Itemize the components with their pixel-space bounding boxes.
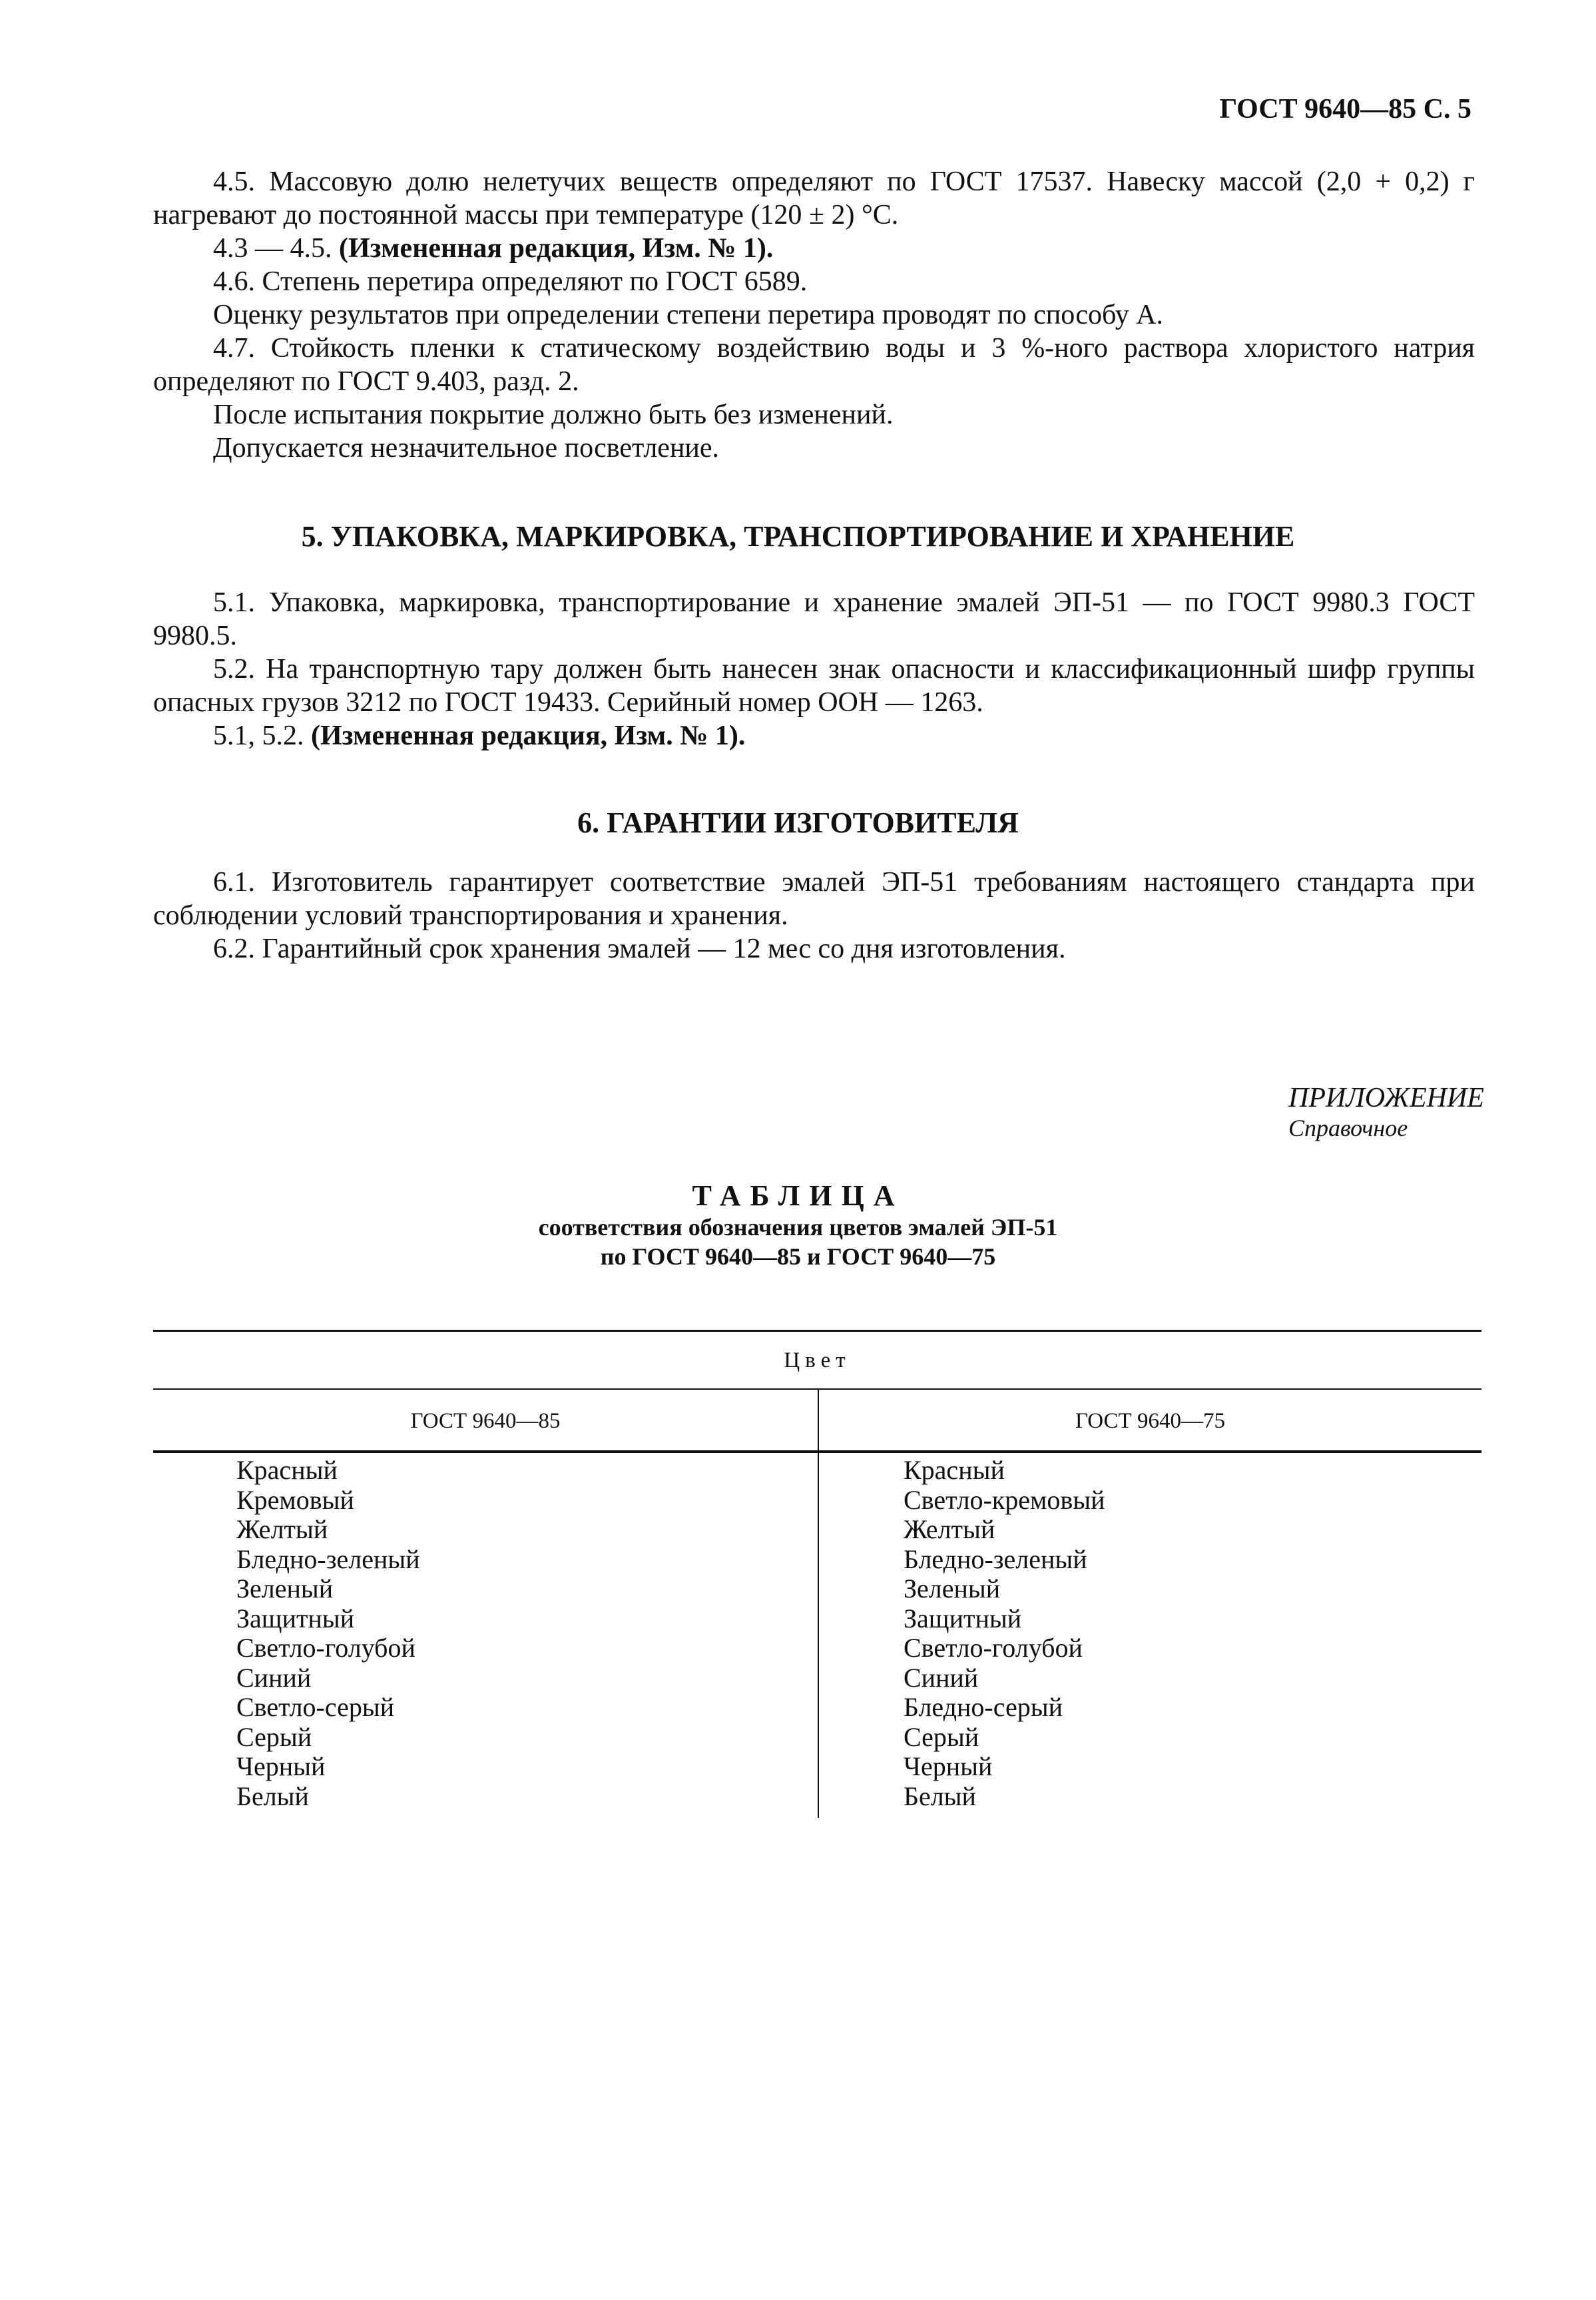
paragraph-4-5-text: 4.5. Массовую долю нелетучих веществ определяют по ГОСТ 17537. Навеску массой (2,0 + 0,2) г нагревают до постоянной массы при температуре (120 ± 2) °С. [153, 166, 1475, 230]
table-cell: Серый [904, 1721, 979, 1752]
section-5-title: 5. УПАКОВКА, МАРКИРОВКА, ТРАНСПОРТИРОВАНИЕ И ХРАНЕНИЕ [301, 520, 1295, 553]
paragraph-6-1-text: 6.1. Изготовитель гарантирует соответствие эмалей ЭП-51 требованиям настоящего стандарта при соблюдении условий транспортирования и хранения. [153, 867, 1475, 931]
table-cell: Желтый [236, 1514, 328, 1544]
table-cell: Светло-голубой [904, 1633, 1083, 1663]
table-cell: Синий [904, 1662, 979, 1693]
paragraph-5-amend-prefix: 5.1, 5.2. [213, 720, 304, 751]
paragraph-4-6-note: Оценку результатов при определении степени перетира проводят по способу А. [213, 300, 1164, 330]
paragraph-4-3-prefix: 4.3 — 4.5. [213, 233, 332, 264]
page-header: ГОСТ 9640—85 С. 5 [1219, 94, 1471, 125]
table-cell: Бледно-серый [904, 1692, 1063, 1722]
table-cell: Желтый [904, 1514, 995, 1544]
table-group-header: Цвет [784, 1348, 851, 1372]
table-cell: Светло-кремовый [904, 1484, 1105, 1515]
table-cell: Синий [236, 1662, 312, 1693]
table-subtitle-1: соответствия обозначения цветов эмалей ЭП-51 [538, 1214, 1058, 1241]
table-cell: Белый [904, 1781, 976, 1811]
paragraph-4-6: 4.6. Степень перетира определяют по ГОСТ 6589. [213, 266, 808, 297]
table-column-gost-9640-75 [904, 1456, 1105, 1811]
table-col1-header: ГОСТ 9640—85 [410, 1409, 561, 1433]
paragraph-4-5 [153, 165, 1475, 232]
table-col2-header: ГОСТ 9640—75 [1075, 1409, 1225, 1433]
table-cell: Кремовый [236, 1484, 354, 1515]
paragraph-4-3-amend [213, 232, 773, 265]
appendix-title: ПРИЛОЖЕНИЕ [1288, 1083, 1484, 1113]
table-cell: Бледно-зеленый [236, 1544, 420, 1574]
paragraph-4-7-note: Допускается незначительное посветление. [213, 433, 720, 463]
table-cell: Черный [236, 1751, 326, 1781]
table-cell: Светло-серый [236, 1692, 395, 1722]
table-subtitle-2: по ГОСТ 9640—85 и ГОСТ 9640—75 [600, 1243, 996, 1270]
table-cell: Светло-голубой [236, 1633, 415, 1663]
paragraph-4-7-result: После испытания покрытие должно быть без изменений. [213, 400, 894, 430]
table-cell: Серый [236, 1721, 312, 1752]
paragraph-5-1 [153, 586, 1475, 653]
table-cell: Красный [904, 1455, 1005, 1485]
paragraph-5-2 [153, 653, 1475, 719]
appendix-label [1288, 1082, 1484, 1142]
paragraph-5-amend-bold: (Измененная редакция, Изм. № 1). [311, 720, 746, 751]
table-cell: Защитный [236, 1603, 355, 1633]
table-cell: Красный [236, 1455, 338, 1485]
table-column-divider [818, 1388, 819, 1818]
paragraph-4-7 [153, 332, 1475, 398]
paragraph-4-7-text: 4.7. Стойкость пленки к статическому воздействию воды и 3 %-ного раствора хлористого натрия определяют по ГОСТ 9.403, разд. 2. [153, 333, 1475, 397]
table-top-rule [153, 1330, 1481, 1332]
table-column-gost-9640-85 [236, 1456, 420, 1811]
paragraph-5-2-text: 5.2. На транспортную тару должен быть нанесен знак опасности и классификационный шифр группы опасных грузов 3212 по ГОСТ 19433. Серийный номер ООН — 1263. [153, 654, 1475, 718]
table-cell: Черный [904, 1751, 993, 1781]
table-cell: Зеленый [904, 1574, 1001, 1603]
table-caption [0, 1179, 1596, 1271]
table-cell: Бледно-зеленый [904, 1544, 1087, 1574]
paragraph-4-3-bold: (Измененная редакция, Изм. № 1). [339, 233, 774, 264]
table-title: ТАБЛИЦА [692, 1179, 904, 1212]
section-6-title: 6. ГАРАНТИИ ИЗГОТОВИТЕЛЯ [577, 806, 1019, 839]
paragraph-5-1-text: 5.1. Упаковка, маркировка, транспортирование и хранение эмалей ЭП-51 — по ГОСТ 9980.3 ГОСТ 9980.5. [153, 587, 1475, 651]
table-cell: Защитный [904, 1603, 1022, 1633]
paragraph-6-1 [153, 866, 1475, 932]
table-cell: Зеленый [236, 1574, 334, 1603]
table-cell: Белый [236, 1781, 309, 1811]
paragraph-6-2: 6.2. Гарантийный срок хранения эмалей — 12 мес со дня изготовления. [213, 934, 1066, 964]
paragraph-5-amend [213, 719, 745, 752]
appendix-subtitle: Справочное [1288, 1115, 1408, 1141]
